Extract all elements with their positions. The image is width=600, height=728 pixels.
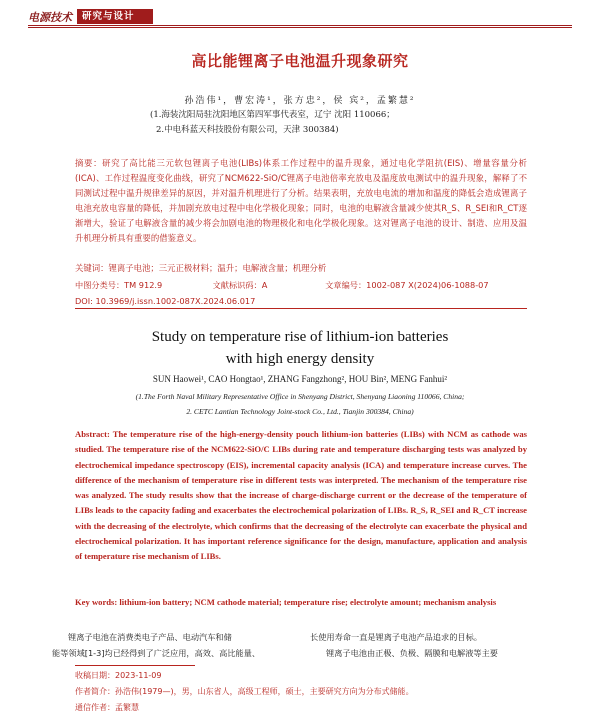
author-bio: 作者简介：孙浩伟(1979—)，男，山东省人，高级工程师，硕士，主要研究方向为分布式储能。 [75, 687, 414, 696]
chinese-affiliations [150, 108, 395, 138]
body-left-line-2: 能等领域[1-3]均已经得到了广泛应用，高效、高比能量、 [52, 648, 261, 658]
english-title [0, 326, 600, 370]
header-rule-thin [28, 27, 572, 28]
english-affiliation-1: (1.The Forth Naval Military Representative Office in Shenyang District, Shenyang Liaoning 110066, China; [135, 392, 465, 401]
body-left-line-1: 锂离子电池在消费类电子产品、电动汽车和储 [68, 632, 232, 642]
english-keywords: Key words: lithium-ion battery; NCM cathode material; temperature rise; electrolyte amount; mechanism analysis [75, 597, 497, 607]
journal-header [28, 9, 153, 24]
english-abstract: Abstract: The temperature rise of the high-energy-density pouch lithium-ion batteries (LIBs) with NCM as cathode was studied. The temperature rise of the NCM622-SiO/C LIBs during rate and temperature discharging tests was analyzed by electrochemical impedance spectroscopy (EIS), incremental capacity analysis (ICA) and temperature increase curves. The difference of the mechanism of temperature rise in different tests was interpreted. The mechanism of the temperature rise was analyzed. The study results show that the increase of charge-discharge current or the decrease of the temperature of LIBs leads to the capacity fading and exacerbates the electrochemical polarization of LIBs. R_S, R_SEI and R_CT increase with the decreasing of the electrolyte, which confirms that the decreasing of the electrolyte can exacerbate the physical and electrochemical polarization. It has important reference significance for the design, manufacture, application and analysis of temperature rise mechanism of LIBs. [75, 429, 527, 562]
corresponding-author: 通信作者：孟繁慧 [75, 703, 139, 712]
english-affiliations [0, 389, 600, 419]
received-date: 收稿日期：2023-11-09 [75, 671, 162, 680]
chinese-keywords: 关键词：锂离子电池；三元正极材料；温升；电解液含量；机理分析 [75, 263, 327, 273]
section-tag: 研究与设计 [77, 9, 153, 24]
document-code: 文献标识码：A [212, 280, 268, 290]
chinese-affiliation-2: 2.中电科蓝天科技股份有限公司，天津 300384) [156, 125, 339, 135]
chinese-authors: 孙浩伟¹，曹宏涛¹，张方忠²，侯 宾²，孟繁慧² [184, 96, 416, 106]
chinese-abstract: 摘要：研究了高比能三元软包锂离子电池(LIBs)体系工作过程中的温升现象，通过电化学阻抗(EIS)、增量容量分析(ICA)、工作过程温度变化曲线，研究了NCM622-SiO/C锂离子电池倍率充放电及温度放电测试中的温升现象，解释了不同测试过程中温升规律差异的原因，并对温升机理进行了分析。结果表明，充放电电流的增加和温度的降低会造成锂离子电池充放电容量的降低，并加剧充放电过程中电化学极化现象；同时，电池的电解液含量减少使其R_S、R_SEI和R_CT逐渐增大，验证了电解液含量的减少将会加剧电池的物理极化和电化学极化现象。这对锂离子电池的设计、制造、应用及温升机理分析具有重要的借鉴意义。 [75, 158, 527, 243]
clc-number: 中图分类号：TM 912.9 [75, 280, 163, 290]
footnote-rule [75, 665, 195, 666]
english-title-line-2: with high energy density [225, 351, 375, 367]
body-right-line-1: 长使用寿命一直是锂离子电池产品追求的目标。 [310, 632, 482, 642]
journal-name: 电源技术 [28, 10, 72, 24]
chinese-affiliation-1: (1.海装沈阳局驻沈阳地区第四军事代表室，辽宁 沈阳 110066； [150, 110, 395, 120]
header-rule [28, 25, 572, 26]
body-column-right [310, 629, 554, 661]
doi: DOI: 10.3969/j.issn.1002-087X.2024.06.017 [75, 296, 256, 306]
body-column-left [52, 629, 296, 661]
classification-line [75, 280, 489, 291]
english-affiliation-2: 2. CETC Lantian Technology Joint-stock Co., Ltd., Tianjin 300384, China) [186, 407, 414, 416]
article-number: 文章编号：1002-087 X(2024)06-1088-07 [325, 280, 489, 290]
body-right-line-2: 锂离子电池由正极、负极、隔膜和电解液等主要 [326, 648, 498, 658]
english-title-line-1: Study on temperature rise of lithium-ion batteries [151, 329, 449, 345]
footnotes [75, 668, 414, 716]
section-divider [75, 308, 527, 309]
chinese-title: 高比能锂离子电池温升现象研究 [191, 52, 409, 70]
english-authors: SUN Haowei¹, CAO Hongtao¹, ZHANG Fangzhong², HOU Bin², MENG Fanhui² [152, 374, 448, 384]
